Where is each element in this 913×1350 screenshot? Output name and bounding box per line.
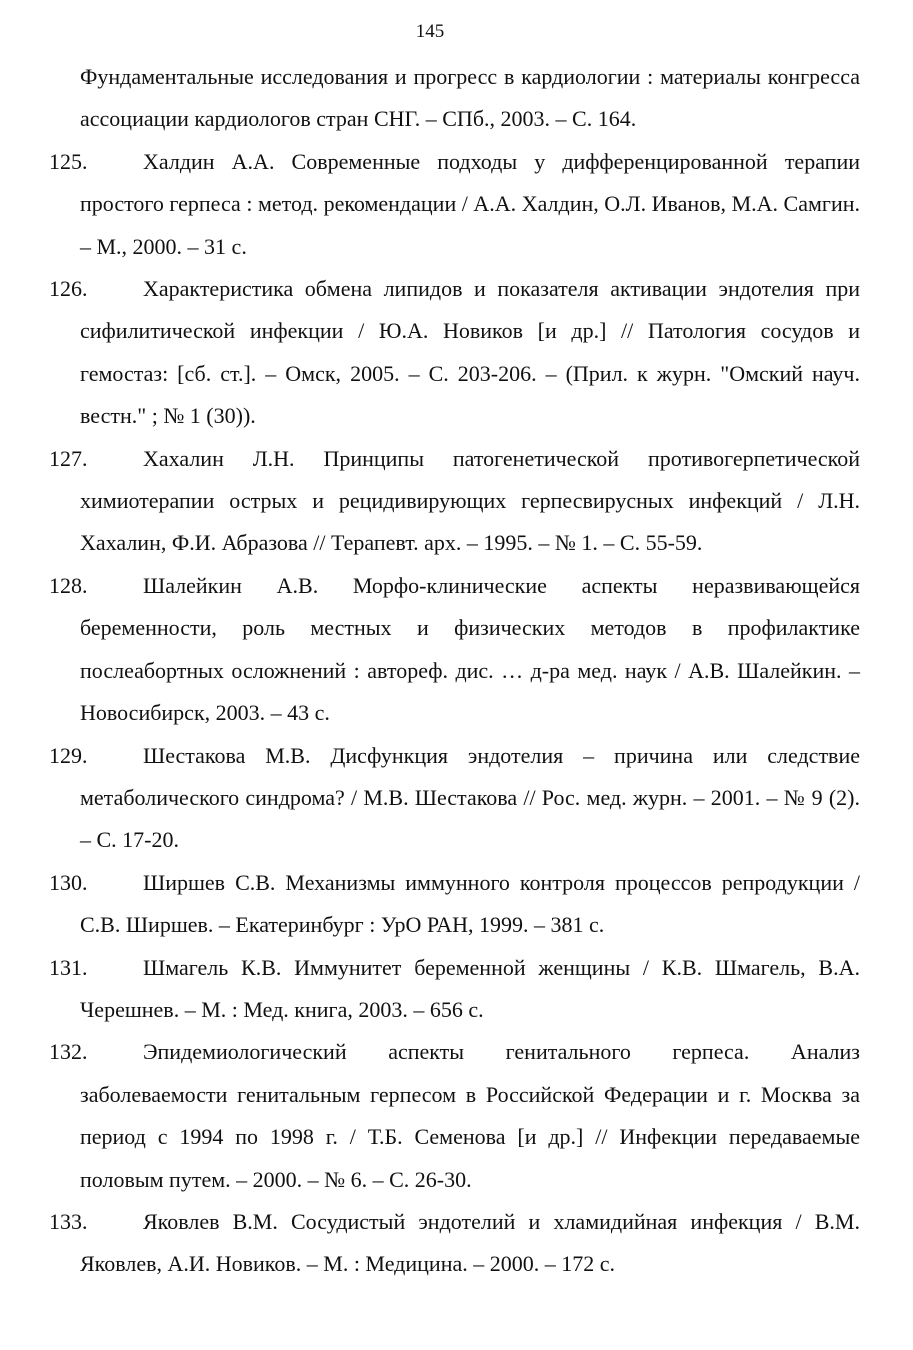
reference-list: [49, 56, 860, 1286]
reference-text: Шмагель К.В. Иммунитет беременной женщины / К.В. Шмагель, В.А. Черешнев. – М. : Мед. книга, 2003. – 656 с.: [80, 954, 860, 1022]
reference-number: 130.: [49, 869, 88, 895]
reference-text: Ширшев С.В. Механизмы иммунного контроля процессов репродукции / С.В. Ширшев. – Екатеринбург : УрО РАН, 1999. – 381 с.: [80, 869, 860, 938]
reference-entry-130: [49, 862, 860, 947]
reference-number: 127.: [49, 445, 88, 471]
page-number: 145: [415, 21, 445, 42]
reference-entry-continued: [80, 56, 860, 141]
reference-number: 131.: [49, 954, 88, 980]
reference-text: Шестакова М.В. Дисфункция эндотелия – причина или следствие метаболического синдрома? / М.В. Шестакова // Рос. мед. журн. – 2001. – № 9 (2). – С. 17-20.: [80, 742, 860, 853]
reference-text: Шалейкин А.В. Морфо-клинические аспекты неразвивающейся беременности, роль местных и физических методов в профилактике послеабортных осложнений : автореф. дис. … д-ра мед. наук / А.В. Шалейкин. – Новосибирск, 2003. – 43 с.: [80, 572, 860, 726]
reference-number: 125.: [49, 148, 88, 174]
reference-text: Халдин А.А. Современные подходы у дифференцированной терапии простого герпеса : метод. рекомендации / А.А. Халдин, О.Л. Иванов, М.А. Самгин. – М., 2000. – 31 с.: [80, 148, 860, 259]
reference-number: 133.: [49, 1208, 88, 1234]
reference-entry-133: [49, 1201, 860, 1286]
reference-entry-127: [49, 438, 860, 565]
reference-entry-131: [49, 947, 860, 1032]
reference-entry-128: [49, 565, 860, 735]
reference-entry-132: [49, 1031, 860, 1201]
reference-number: 128.: [49, 572, 88, 598]
reference-entry-126: [49, 268, 860, 438]
reference-text: Характеристика обмена липидов и показателя активации эндотелия при сифилитической инфекции / Ю.А. Новиков [и др.] // Патология сосудов и гемостаз: [сб. ст.]. – Омск, 2005. – С. 203-206. – (Прил. к журн. "Омский науч. вестн." ; № 1 (30)).: [80, 276, 860, 429]
reference-number: 132.: [49, 1039, 88, 1065]
reference-text: Эпидемиологический аспекты генитального герпеса. Анализ заболеваемости генитальным герпесом в Российской Федерации и г. Москва за период с 1994 по 1998 г. / Т.Б. Семенова [и др.] // Инфекции передаваемые половым путем. – 2000. – № 6. – С. 26-30.: [80, 1039, 860, 1192]
reference-number: 126.: [49, 276, 88, 302]
reference-number: 129.: [49, 742, 88, 768]
reference-text: Яковлев В.М. Сосудистый эндотелий и хламидийная инфекция / В.М. Яковлев, А.И. Новиков. – М. : Медицина. – 2000. – 172 с.: [80, 1208, 860, 1277]
reference-entry-125: [49, 141, 860, 268]
reference-text: Хахалин Л.Н. Принципы патогенетической противогерпетической химиотерапии острых и рецидивирующих герпесвирусных инфекций / Л.Н. Хахалин, Ф.И. Абразова // Терапевт. арх. – 1995. – № 1. – С. 55-59.: [80, 445, 860, 556]
reference-text: Фундаментальные исследования и прогресс в кардиологии : материалы конгресса ассоциации кардиологов стран СНГ. – СПб., 2003. – С. 164.: [80, 64, 860, 132]
reference-entry-129: [49, 735, 860, 862]
